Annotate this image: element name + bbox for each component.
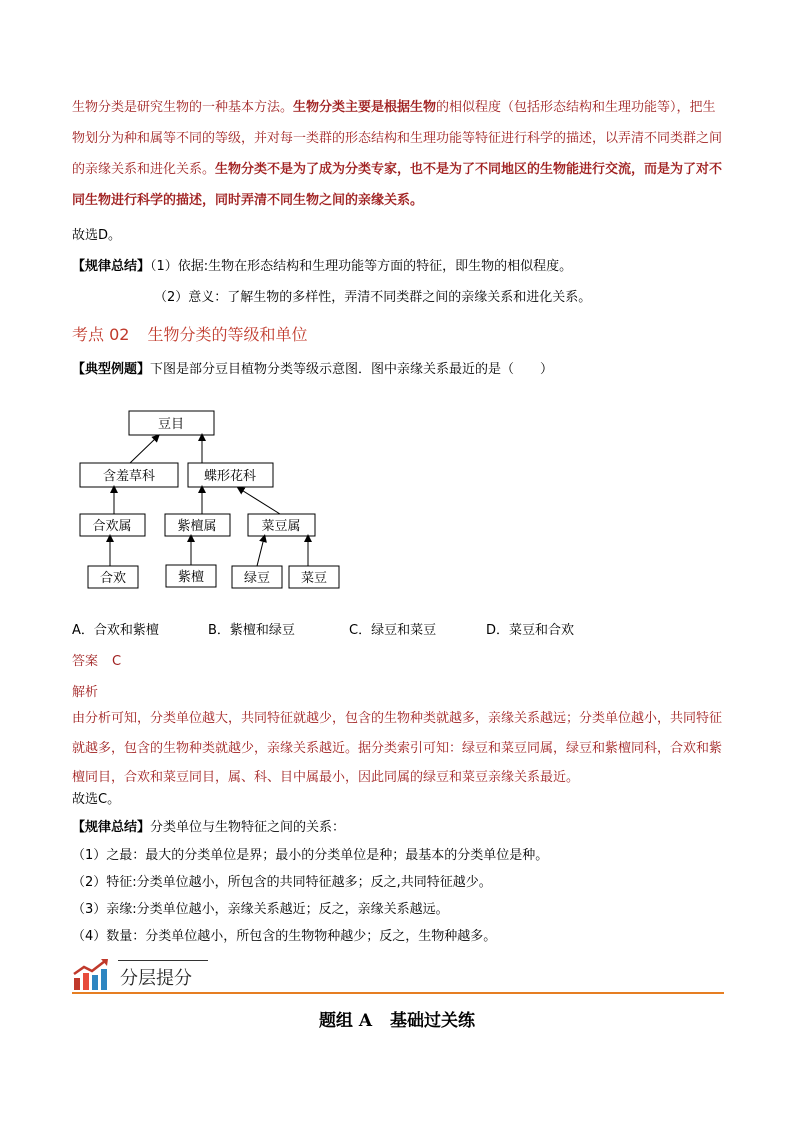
intro-segment-1: 生物分类是研究生物的一种基本方法。 (72, 100, 294, 115)
label-family-2: 蝶形花科 (203, 469, 257, 484)
label-order: 豆目 (157, 417, 185, 432)
summary1-line1 (72, 257, 572, 277)
example-line (72, 360, 553, 380)
label-genus-3: 菜豆属 (261, 519, 301, 534)
summary2-item-4: （4）数量：分类单位越小，所包含的生物物种越少；反之，生物种越多。 (72, 929, 497, 944)
summary1-label: 【规律总结】 (72, 259, 151, 274)
arrow-species3-genus3 (257, 538, 264, 566)
intro-segment-3: 的相似程度（包括形态结构和生理功能等），把生物划分为种和属等不同的等级，并对每一类群的形态结构和生理功能等特征进行科学的描述，以弄清不同类群之间的亲缘关系和进化关系。 (72, 100, 723, 177)
group-heading (0, 1006, 794, 1031)
brand-top-rule (118, 960, 208, 961)
arrow-family1-order (130, 437, 157, 463)
section-heading (72, 322, 307, 345)
intro-segment-4: 生物分类不是为了成为分类专家，也不是为了不同地区的生物能进行交流，而是为了对不同生物进行科学的描述，同时弄清不同生物之间的亲缘关系。 (72, 162, 723, 208)
analysis-label: 解析 (72, 685, 99, 700)
example-label: 【典型例题】 (72, 362, 151, 377)
summary2-item-2: （2）特征:分类单位越小，所包含的共同特征越多；反之,共同特征越少。 (72, 875, 492, 890)
option-d-letter: D． (486, 623, 510, 638)
option-b-letter: B． (208, 623, 230, 638)
option-a (72, 622, 159, 640)
brand-banner (72, 958, 724, 994)
label-genus-2: 紫檀属 (177, 519, 217, 534)
label-species-3: 绿豆 (243, 571, 271, 586)
summary2-item-1: （1）之最：最大的分类单位是界；最小的分类单位是种；最基本的分类单位是种。 (72, 848, 549, 863)
summary2-intro: 分类单位与生物特征之间的关系： (150, 820, 346, 835)
answer-line (72, 652, 121, 672)
brand-text: 分层提分 (120, 968, 192, 989)
group-label: 题组 A (318, 1011, 373, 1031)
summary2-intro-line (72, 818, 345, 838)
brand-bottom-rule (72, 992, 724, 994)
answer-label: 答案 (72, 654, 99, 669)
option-b-text: 紫檀和绿豆 (229, 623, 295, 638)
intro-paragraph (72, 92, 724, 216)
option-b (208, 622, 295, 640)
example-question: 下图是部分豆目植物分类等级示意图．图中亲缘关系最近的是（ ） (150, 362, 554, 377)
growth-chart-icon (72, 958, 112, 992)
label-species-4: 菜豆 (300, 571, 328, 586)
label-genus-1: 合欢属 (92, 519, 132, 534)
summary2-item-3: （3）亲缘:分类单位越小，亲缘关系越近；反之，亲缘关系越远。 (72, 902, 449, 917)
option-c-letter: C． (349, 623, 372, 638)
classification-diagram (72, 400, 372, 600)
section-title: 生物分类的等级和单位 (147, 325, 308, 344)
intro-answer: 故选D。 (72, 228, 122, 243)
option-a-text: 合欢和紫檀 (93, 623, 159, 638)
option-d (486, 622, 574, 640)
answer-value: C (112, 654, 122, 669)
arrow-genus3-family2 (240, 489, 280, 514)
summary2-label: 【规律总结】 (72, 820, 151, 835)
option-a-letter: A． (72, 623, 94, 638)
option-c (349, 622, 436, 640)
label-family-1: 含羞草科 (102, 469, 156, 484)
label-species-1: 合欢 (99, 571, 127, 586)
section-number: 考点 02 (72, 325, 130, 344)
summary1-text1: （1）依据:生物在形态结构和生理功能等方面的特征，即生物的相似程度。 (150, 259, 573, 274)
label-species-2: 紫檀 (177, 570, 205, 585)
option-c-text: 绿豆和菜豆 (371, 623, 437, 638)
analysis-paragraph: 由分析可知，分类单位越大，共同特征就越少，包含的生物种类就越多，亲缘关系越远；分类单位越小，共同特征就越多，包含的生物种类就越少，亲缘关系越近。据分类索引可知：绿豆和菜豆同属，绿豆和紫檀同科，合欢和紫檀同目，合欢和菜豆同目，属、科、目中属最小，因此同属的绿豆和菜豆亲缘关系最近。 (72, 711, 723, 785)
summary1-line2: （2）意义：了解生物的多样性，弄清不同类群之间的亲缘关系和进化关系。 (154, 290, 592, 305)
intro-segment-2: 生物分类主要是根据生物 (293, 100, 437, 115)
analysis-conclusion: 故选C。 (72, 792, 121, 807)
group-title: 基础过关练 (390, 1011, 476, 1031)
option-d-text: 菜豆和合欢 (509, 623, 575, 638)
